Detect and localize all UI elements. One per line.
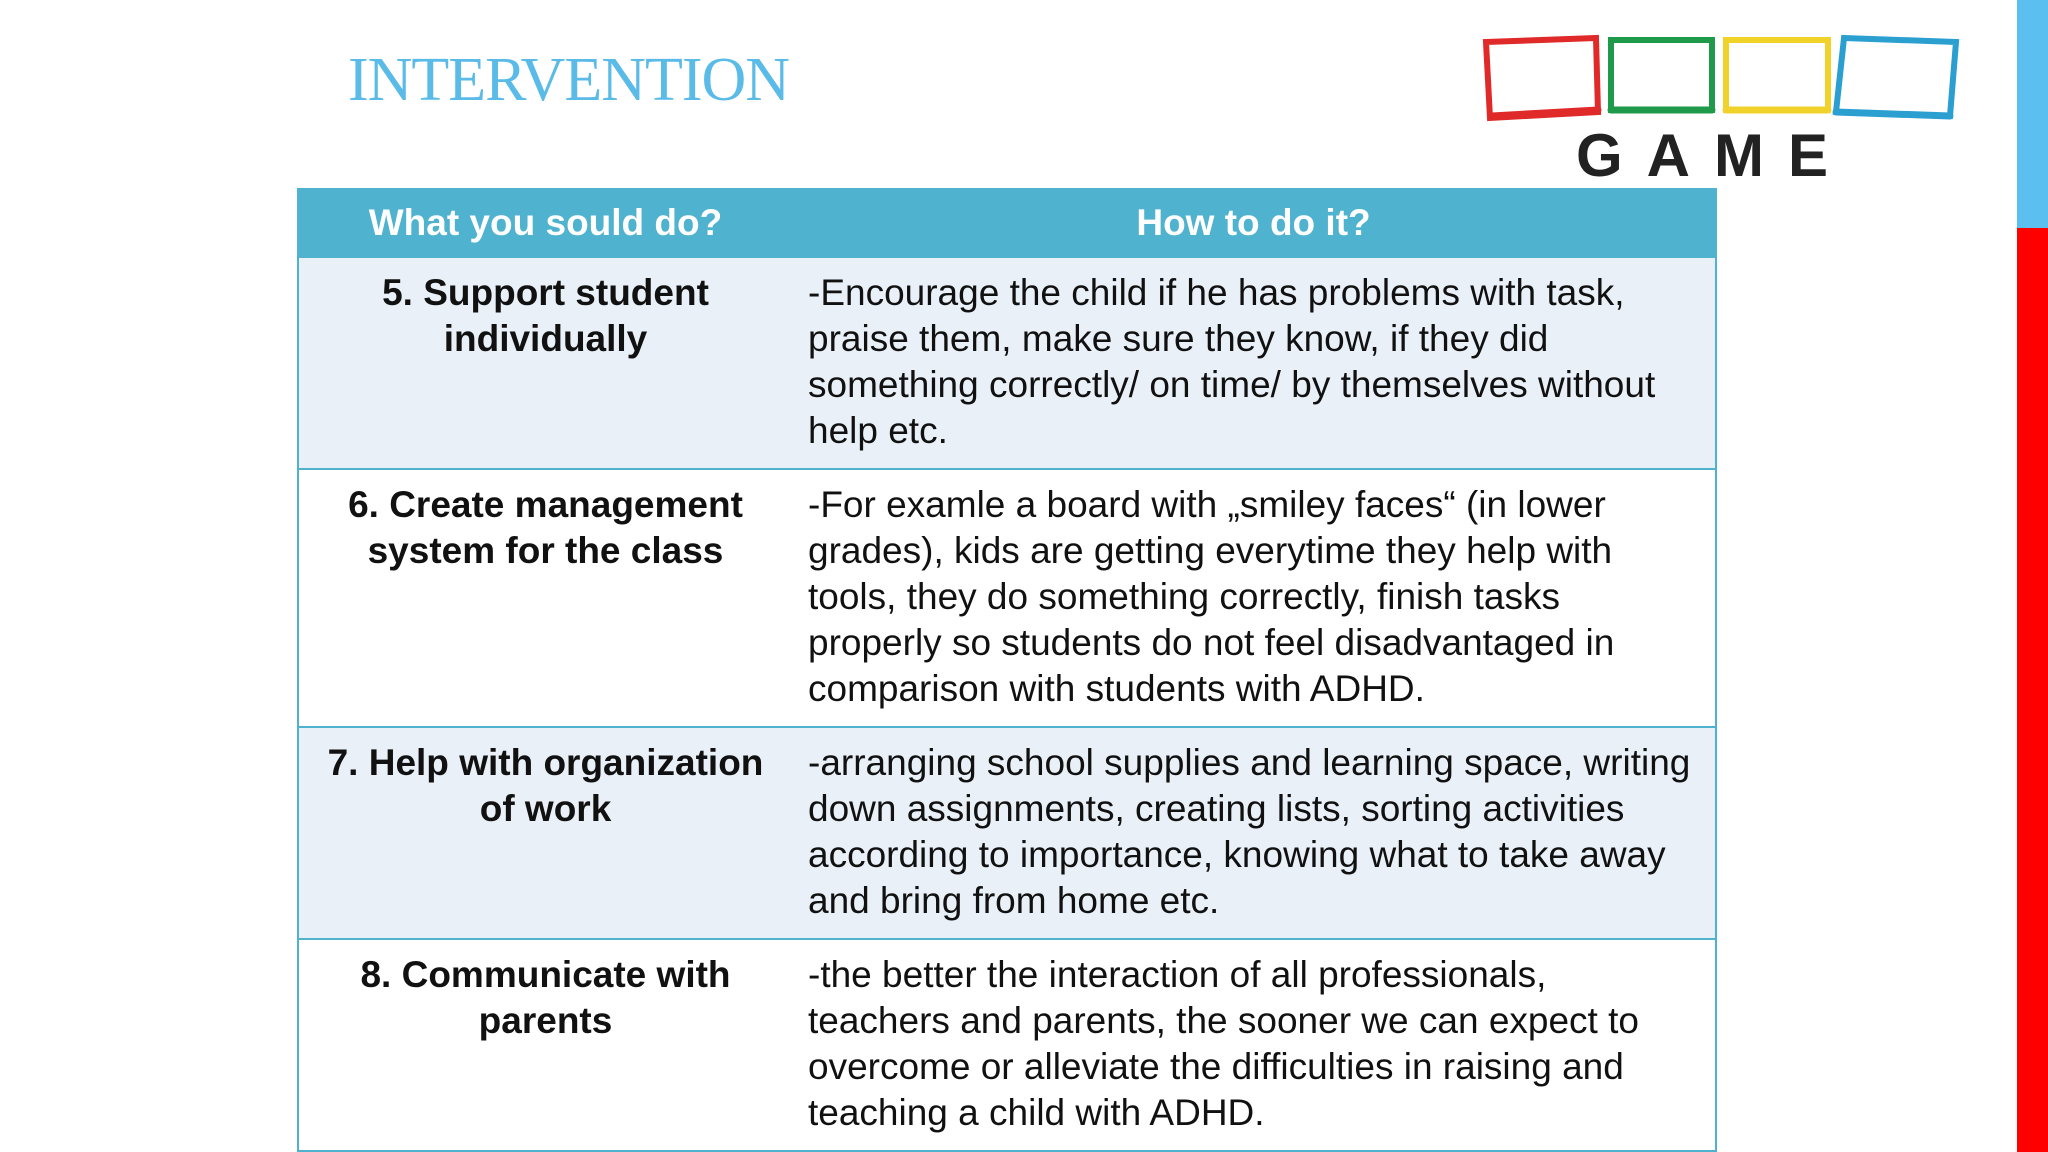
table-row [298,257,1716,469]
intervention-table [297,188,1717,1152]
accent-bar-blue [2017,0,2048,228]
logo-underline-blue [1836,112,1950,116]
row-how-cell: -For examle a board with „smiley faces“ (in lower grades), kids are getting everytime they help with tools, they do something correctly, finish tasks properly so students do not feel disadvantaged in comparison with students with ADHD. [792,469,1716,727]
slide-title: INTERVENTION [348,46,790,114]
table-header-row [298,189,1716,257]
row-how-cell: -Encourage the child if he has problems with task, praise them, make sure they know, if they did something correctly/ on time/ by themselves without help etc. [792,257,1716,469]
row-what-cell: 6. Create management system for the class [298,469,792,727]
row-what-cell: 5. Support student individually [298,257,792,469]
row-what-cell: 7. Help with organization of work [298,727,792,939]
table-row [298,727,1716,939]
table-row [298,939,1716,1151]
logo-square-green [1611,40,1712,110]
accent-bar-red [2017,228,2048,1152]
logo-square-yellow [1726,40,1828,110]
row-how-cell: -the better the interaction of all professionals, teachers and parents, the sooner we can expect to overcome or alleviate the difficulties in raising and teaching a child with ADHD. [792,939,1716,1151]
table-row [298,469,1716,727]
logo-text: GAME [1576,122,1852,180]
row-how-cell: -arranging school supplies and learning space, writing down assignments, creating lists, sorting activities according to importance, knowing what to take away and bring from home etc. [792,727,1716,939]
column-header-how: How to do it? [792,189,1716,257]
logo-square-red [1486,38,1598,118]
row-what-cell: 8. Communicate with parents [298,939,792,1151]
game-logo [1480,30,1962,180]
column-header-what: What you sould do? [298,189,792,257]
logo-square-blue [1836,38,1956,116]
